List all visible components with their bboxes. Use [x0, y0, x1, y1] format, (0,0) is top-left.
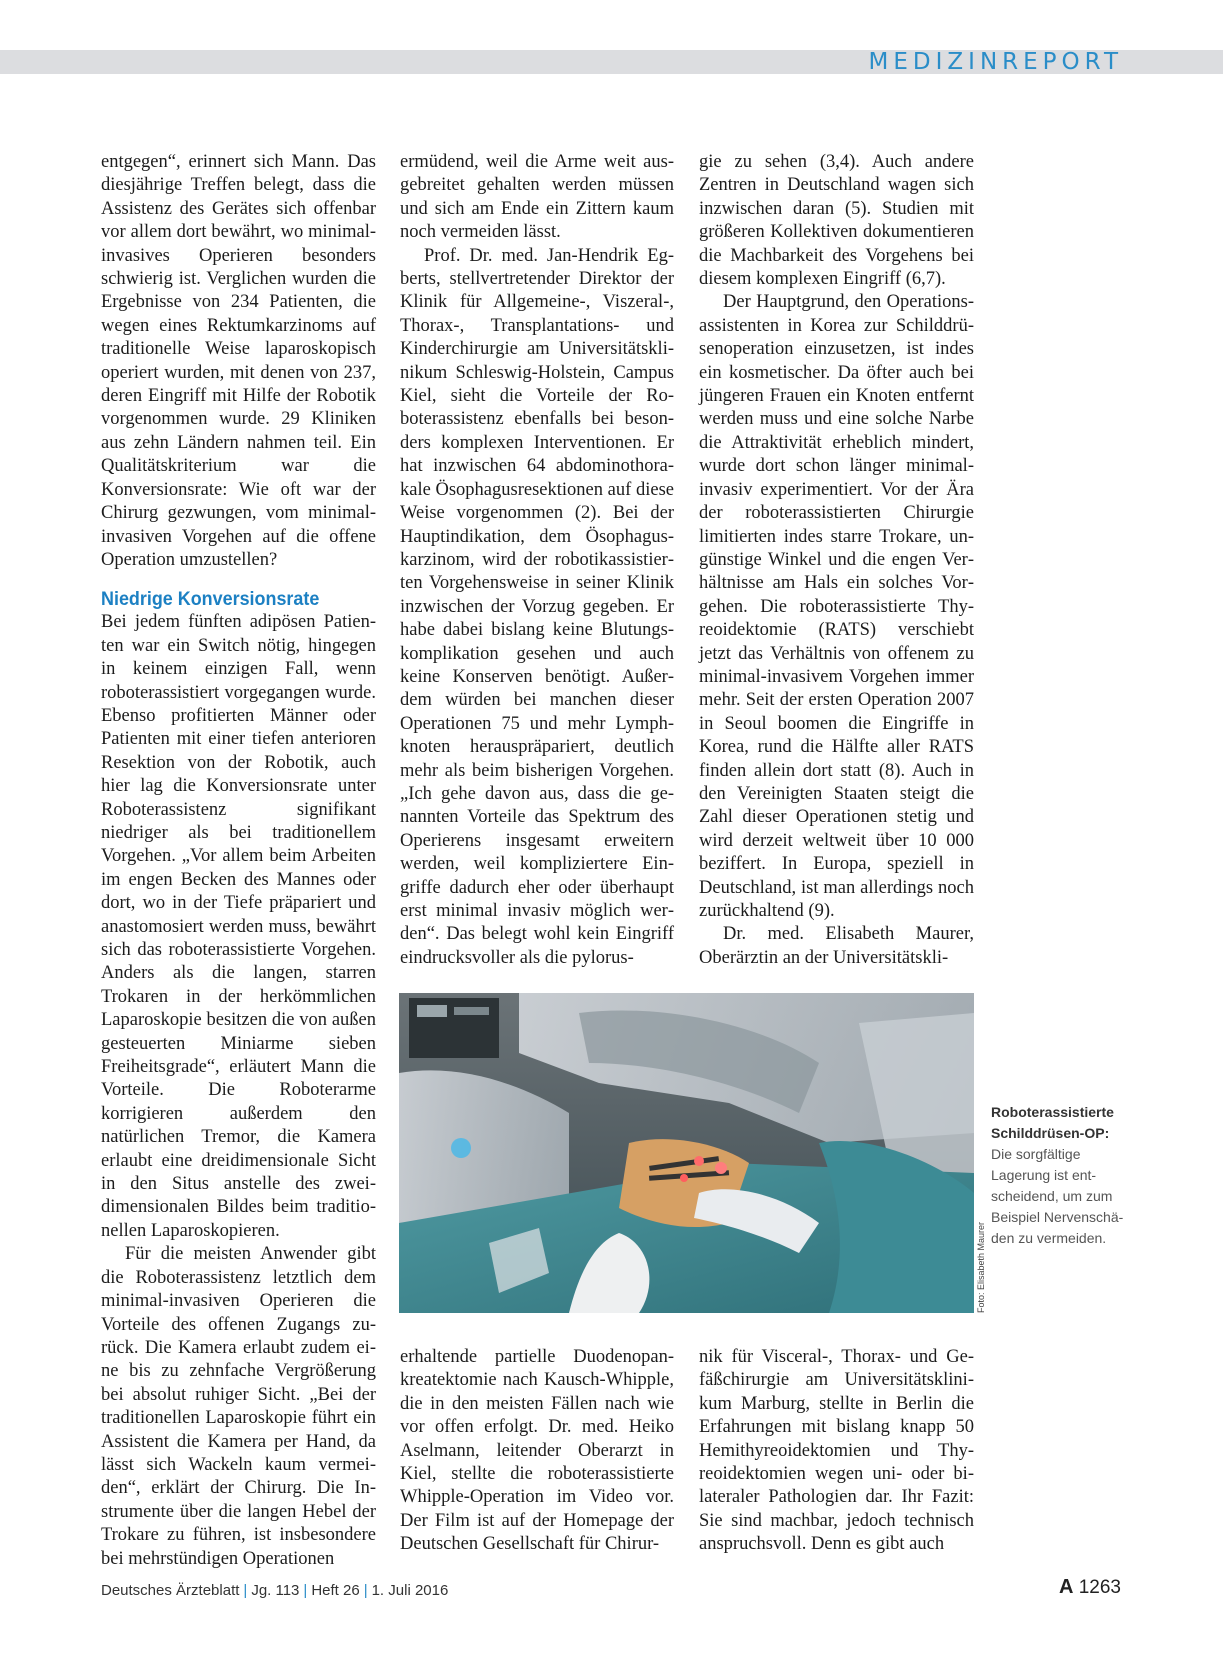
paragraph: Prof. Dr. med. Jan-Hendrik Egberts, stellvertretender Direktor der Klinik für Allgemeine-, Viszeral-, Thorax-, Transplantations- und Kinderchirurgie am Universitätsklinikum Schleswig-Holstein, Campus Kiel, sieht die Vorteile der Roboterassistenz ebenfalls bei besonders komplexen Interventionen. Er hat inzwischen 64 abdominothorakale Ösophagusresektionen auf diese Weise vorgenommen (2). Bei der Hauptindikation, dem Ösophaguskarzinom, wird der robotikassistierten Vorgehensweise in seiner Klinik inzwischen der Vorzug gegeben. Er habe dabei bislang keine Blutungskomplikation gesehen und auch keine Konserven benötigt. Außerdem würden bei manchen dieser Operationen 75 und mehr Lymphknoten herauspräpariert, deutlich mehr als beim bisherigen Vorgehen. „Ich gehe davon aus, dass die genannten Vorteile das Spektrum des Operierens insgesamt erweitern werden, weil kompliziertere Eingriffe dadurch eher oder überhaupt erst minimal invasiv möglich werden“. Das belegt wohl kein Eingriff eindrucksvoller als die pylorus- — [400, 245, 674, 968]
page-number — [1059, 1576, 1121, 1599]
footer-separator: | — [243, 1582, 248, 1599]
caption-title: Roboterassistierte Schilddrüsen-OP: — [991, 1104, 1114, 1141]
section-label: MEDIZINREPORT — [868, 49, 1123, 75]
paragraph: gie zu sehen (3,4). Auch andere Zentren in Deutschland wagen sich inzwischen daran (5). Studien mit größeren Kollektiven dokumentieren die Machbarkeit des Vorgehens bei diesem komplexen Eingriff (6,7). — [699, 152, 974, 290]
page-number-value: 1263 — [1078, 1577, 1121, 1598]
caption-text: Die sorgfältige Lagerung ist entscheidend, um zum Beispiel Nervenschäden zu vermeiden. — [991, 1146, 1124, 1246]
paragraph: nik für Visceral-, Thorax- und Gefäßchirurgie am Universitätsklinikum Marburg, stellte in Berlin die Erfahrungen mit bislang knapp 50 Hemithyreoidektomien und Thyreoidektomien wegen uni- oder bilateraler Pathologien dar. Ihr Fazit: Sie sind machbar, jedoch technisch anspruchsvoll. Denn es gibt auch — [699, 1347, 974, 1555]
issue: Heft 26 — [311, 1582, 360, 1599]
paragraph: erhaltende partielle Duodenopankreatektomie nach Kausch-Whipple, die in den meisten Fällen nach wie vor offen erfolgt. Dr. med. Heiko Aselmann, leitender Oberarzt in Kiel, stellte die roboterassistierte Whipple-Operation im Video vor. Der Film ist auf der Homepage der Deutschen Gesellschaft für Chirur- — [400, 1347, 674, 1555]
subheading: Niedrige Konversionsrate — [101, 588, 320, 611]
footer-citation — [101, 1582, 448, 1599]
date: 1. Juli 2016 — [371, 1582, 449, 1599]
paragraph: ermüdend, weil die Arme weit ausgebreitet gehalten werden müssen und sich am Ende ein Zittern kaum noch vermeiden lässt. — [400, 152, 674, 243]
paragraph: Der Hauptgrund, den Operationsassistenten in Korea zur Schilddrüsenoperation einzusetzen, ist indes ein kosmetischer. Da öfter auch bei jüngeren Frauen ein Knoten entfernt werden muss und eine solche Narbe die Attraktivität erheblich mindert, wurde dort schon länger minimalinvasiv experimentiert. Vor der Ära der roboterassistierten Chirurgie limitierten indes starre Trokare, ungünstige Winkel und die engen Verhältnisse am Hals ein solches Vorgehen. Die roboterassistierte Thyreoidektomie (RATS) verschiebt jetzt das Verhältnis von offenem zu minimal-invasivem Vorgehen immer mehr. Seit der ersten Operation 2007 in Seoul boomen die Eingriffe in Korea, rund die Hälfte aller RATS finden allein dort statt (8). Auch in den Vereinigten Staaten steigt die Zahl dieser Operationen stetig und wird derzeit weltweit über 10 000 beziffert. In Europa, speziell in Deutschland, ist man allerdings noch zurückhaltend (9). — [699, 292, 974, 921]
volume: Jg. 113 — [251, 1582, 300, 1599]
paragraph: entgegen“, erinnert sich Mann. Das diesjährige Treffen belegt, dass die Assistenz des Gerätes sich offenbar vor allem dort bewährt, wo minimal-invasives Operieren besonders schwierig ist. Verglichen wurden die Ergebnisse von 234 Patienten, die wegen eines Rektumkarzinoms auf traditionelle Weise laparoskopisch operiert wurden, mit denen von 237, deren Eingriff mit Hilfe der Robotik vorgenommen wurde. 29 Kliniken aus zehn Ländern nahmen teil. Ein Qualitätskriterium war die Konversionsrate: Wie oft war der Chirurg gezwungen, vom minimal-invasiven Vorgehen auf die offene Operation umzustellen? — [101, 152, 376, 570]
paragraph: Dr. med. Elisabeth Maurer, Oberärztin an der Universitätskli- — [699, 924, 974, 968]
column-4 — [400, 1346, 674, 1557]
column-3 — [699, 151, 974, 970]
column-1 — [101, 151, 376, 1571]
surgery-photo-illustration — [399, 993, 974, 1313]
paragraph: Bei jedem fünften adipösen Patienten war ein Switch nötig, hingegen in keinem einzigen Fall, wenn roboterassistiert vorgegangen wurde. Ebenso profitierten Männer oder Patienten mit einer tiefen anterioren Resektion von der Robotik, auch hier lag die Konversionsrate unter Roboterassistenz signifikant niedriger als bei traditionellem Vorgehen. „Vor allem beim Arbeiten im engen Becken des Mannes oder dort, wo in der Tiefe präpariert und anastomosiert werden muss, bewährt sich das roboterassistierte Vorgehen. Anders als die langen, starren Trokaren in der herkömmlichen Laparoskopie besitzen die von außen gesteuerten Miniarme sieben Freiheitsgrade“, erläutert Mann die Vorteile. Die Roboterarme korrigieren außerdem den natürlichen Tremor, die Kamera erlaubt eine dreidimensionale Sicht in den Situs anstelle des zweidimensionalen Bildes beim traditionellen Laparoskopieren. — [101, 612, 376, 1241]
figure-caption — [991, 1102, 1126, 1249]
column-5 — [699, 1346, 974, 1557]
page-prefix: A — [1058, 1576, 1074, 1598]
column-2 — [400, 151, 674, 970]
photo-credit: Foto: Elisabeth Maurer — [976, 1221, 986, 1313]
footer-separator: | — [303, 1582, 308, 1599]
journal-name: Deutsches Ärzteblatt — [101, 1582, 240, 1599]
surgery-photo — [399, 993, 974, 1313]
footer-separator: | — [363, 1582, 368, 1599]
paragraph: Für die meisten Anwender gibt die Roboterassistenz letztlich dem minimal-invasiven Operieren die Vorteile des offenen Zugangs zurück. Die Kamera erlaubt zudem eine bis zu zehnfache Vergrößerung bei absolut ruhiger Sicht. „Bei der traditionellen Laparoskopie führt ein Assistent die Kamera per Hand, da lässt sich Wackeln kaum vermeiden“, erklärt der Chirurg. Die Instrumente über die langen Hebel der Trokare zu führen, ist insbesondere bei mehrstündigen Operationen — [101, 1244, 376, 1569]
